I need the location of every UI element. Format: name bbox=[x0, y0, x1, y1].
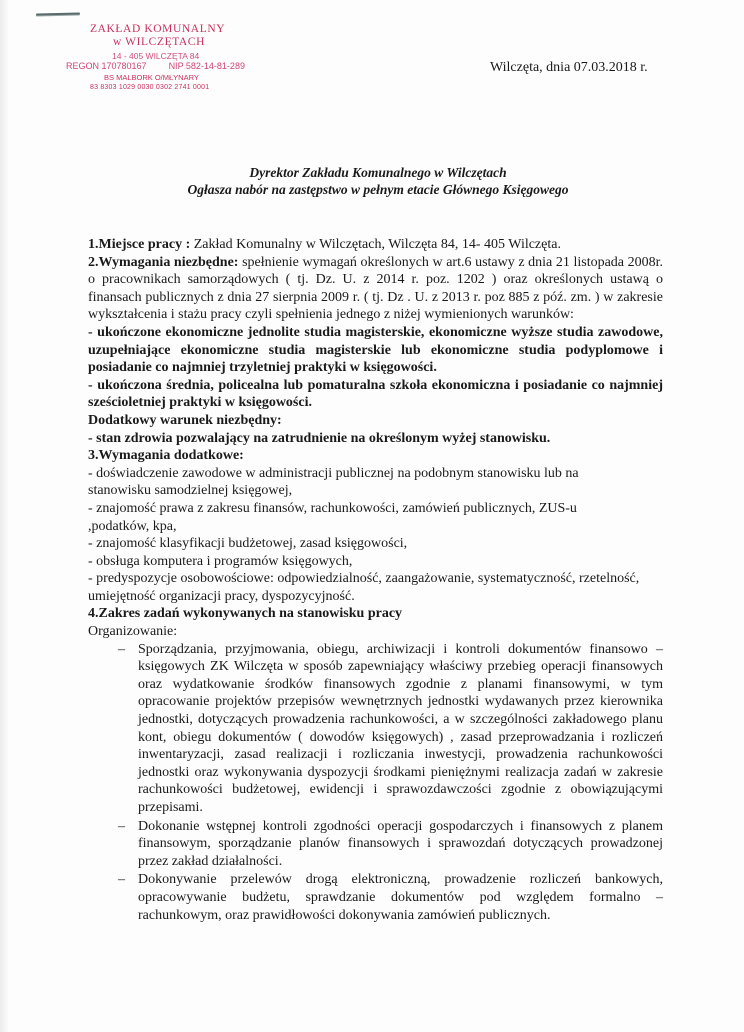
title-line-2: Ogłasza nabór na zastępstwo w pełnym etacie Głównego Księgowego bbox=[187, 182, 569, 197]
section-heading: 1.Miejsce pracy : bbox=[88, 237, 194, 252]
task-text: Dokonanie wstępnej kontroli zgodności operacji gospodarczych i finansowych z planem finansowym, sporządzanie planów finansowych i sprawozdań dotyczących prowadzonej przez zakład działalności. bbox=[138, 818, 663, 869]
staple-mark bbox=[36, 12, 80, 15]
section-required bbox=[88, 254, 663, 324]
place-and-date: Wilczęta, dnia 07.03.2018 r. bbox=[490, 60, 648, 75]
section-subheading: Organizowanie: bbox=[88, 624, 178, 640]
task-text: Sporządzania, przyjmowania, obiegu, archiwizacji i kontroli dokumentów finansowo – księgowych ZK Wilczęta w sposób zapewniający właściwy przebieg operacji finansowych oraz wydatkowanie środków finansowych zgodnie z planami finansowymi, w tym opracowanie projektów przepisów wewnętrznych jednostki wydawanych przez kierownika jednostki, dotyczących prowadzenia rachunkowości, a w szczególności zakładowego planu kont, obiegu dokumentów ( dowodów księgowych) , zasad przeprowadzania i rozliczeń inwentaryzacji, zasad realizacji i rozliczania inwestycji, prowadzenia rachunkowości jednostki oraz wykonywania dyspozycji środkami pieniężnymi realizacja zadań w zakresie rachunkowości budżetowej, ewidencji i sprawozdawczości zgodnie z obowiązującymi przepisami. bbox=[138, 641, 663, 815]
dash-bullet: – bbox=[118, 641, 125, 657]
stamp-nip: NIP 582-14-81-289 bbox=[168, 61, 245, 71]
section-heading: 3.Wymagania dodatkowe: bbox=[88, 448, 244, 464]
stamp-account: 83 8303 1029 0030 0302 2741 0001 bbox=[90, 84, 210, 91]
task-text: Dokonywanie przelewów drogą elektroniczną, prowadzenie rozliczeń bankowych, opracowywanie budżetu, sprawdzanie dokumentów pod względem formalno – rachunkowym, oraz prawidłowości dokonywania zamówień publicznych. bbox=[138, 872, 663, 923]
task-item bbox=[88, 871, 663, 924]
section-workplace bbox=[88, 236, 663, 254]
stamp-address: 14 - 405 WILCZĘTA 84 bbox=[112, 51, 200, 61]
scan-edge-shadow bbox=[0, 0, 8, 1032]
task-item bbox=[88, 818, 663, 871]
task-list bbox=[88, 641, 663, 925]
additional-condition-text: - stan zdrowia pozwalający na zatrudnienie na określonym wyżej stanowisku. bbox=[88, 430, 551, 446]
section-text: spełnienie wymagań określonych w art.6 ustawy z dnia 21 listopada 2008r. o pracownikach samorządowych ( tj. Dz. U. z 2014 r. poz. 1202 ) oraz określonych ustawą o finansach publicznych z dnia 27 sierpnia 2009 r. ( tj. Dz . U. z 2013 r. poz 885 z póź. zm. ) w zakresie wykształcenia i stażu pracy czyli spełnienia jednego z niżej wymienionych warunków: bbox=[88, 254, 664, 323]
condition-item: - ukończona średnia, policealna lub pomaturalna szkoła ekonomiczna i posiadanie co najmniej sześcioletniej praktyki w księgowości. bbox=[88, 377, 663, 411]
requirement-item: - obsługa komputera i programów księgowych, bbox=[88, 553, 353, 569]
task-item bbox=[88, 641, 663, 817]
dash-bullet: – bbox=[118, 872, 125, 888]
requirement-item: - predyspozycje osobowościowe: odpowiedzialność, zaangażowanie, systematyczność, rzetelność, umiejętność organizacji pracy, dyspozycyjność. bbox=[88, 571, 640, 604]
document-body bbox=[88, 236, 663, 924]
title-line-1: Dyrektor Zakładu Komunalnego w Wilczętach bbox=[249, 165, 507, 180]
section-text: Zakład Komunalny w Wilczętach, Wilczęta 84, 14- 405 Wilczęta. bbox=[193, 237, 561, 252]
requirement-item: - doświadczenie zawodowe w administracji publicznej na podobnym stanowisku lub na stanowisku samodzielnej księgowej, bbox=[88, 465, 579, 499]
stamp-company-location: w WILCZĘTACH bbox=[113, 36, 205, 48]
stamp-ids bbox=[66, 62, 245, 71]
document-title bbox=[0, 164, 744, 198]
condition-item: - ukończone ekonomiczne jednolite studia magisterskie, ekonomiczne wyższe studia zawodowe, uzupełniające ekonomiczne studia magisterskie lub ekonomiczne studia podyplomowe i posiadanie co najmniej trzyletniej praktyki w księgowości. bbox=[88, 324, 663, 376]
requirement-item: - znajomość prawa z zakresu finansów, rachunkowości, zamówień publicznych, ZUS-u ,podatków, kpa, bbox=[88, 500, 577, 534]
stamp-bank: BS MALBORK O/MŁYNARY bbox=[104, 73, 199, 82]
dash-bullet: – bbox=[118, 818, 125, 834]
additional-condition-heading: Dodatkowy warunek niezbędny: bbox=[88, 412, 282, 428]
section-heading: 4.Zakres zadań wykonywanych na stanowisku pracy bbox=[88, 606, 403, 622]
stamp-regon: REGON 170780167 bbox=[66, 61, 147, 71]
requirement-item: - znajomość klasyfikacji budżetowej, zasad księgowości, bbox=[88, 536, 408, 552]
section-heading: 2.Wymagania niezbędne: bbox=[88, 254, 239, 270]
stamp-company-name: ZAKŁAD KOMUNALNY bbox=[90, 23, 226, 35]
